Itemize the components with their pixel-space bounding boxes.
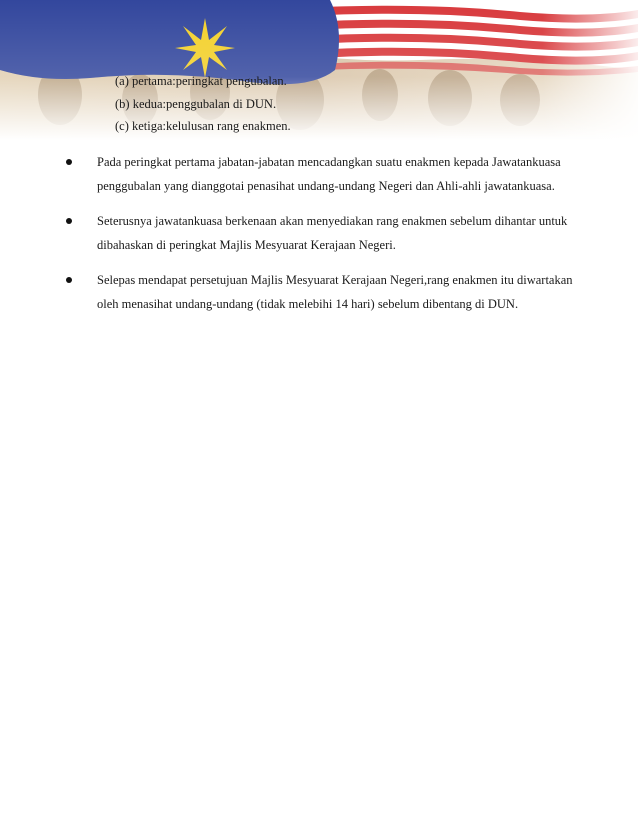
bullet-item: [64, 268, 584, 316]
bullet-icon: [66, 218, 72, 224]
bullet-item: [64, 209, 584, 257]
bullet-text: Pada peringkat pertama jabatan-jabatan mencadangkan suatu enakmen kepada Jawatankuasa penggubalan yang dianggotai penasihat undang-undang Negeri dan Ahli-ahli jawatankuasa.: [97, 155, 561, 193]
sublist-item: (b) kedua:penggubalan di DUN.: [115, 96, 277, 111]
bullet-icon: [66, 159, 72, 165]
bullet-item: [64, 150, 584, 198]
flag-graphic: [0, 0, 638, 140]
bullet-list: [64, 150, 584, 327]
bullet-text: Selepas mendapat persetujuan Majlis Mesyuarat Kerajaan Negeri,rang enakmen itu diwartakan oleh menasihat undang-undang (tidak melebihi 14 hari) sebelum dibentang di DUN.: [97, 273, 573, 311]
bullet-icon: [66, 277, 72, 283]
bullet-text: Seterusnya jawatankuasa berkenaan akan menyediakan rang enakmen sebelum dihantar untuk dibahaskan di peringkat Majlis Mesyuarat Kerajaan Negeri.: [97, 214, 568, 252]
sublist-item: (a) pertama:peringkat pengubalan.: [115, 74, 287, 88]
malaysia-flag-banner: [0, 0, 638, 140]
sublist-item: (c) ketiga:kelulusan rang enakmen.: [115, 119, 291, 133]
stage-sublist: [115, 70, 291, 138]
